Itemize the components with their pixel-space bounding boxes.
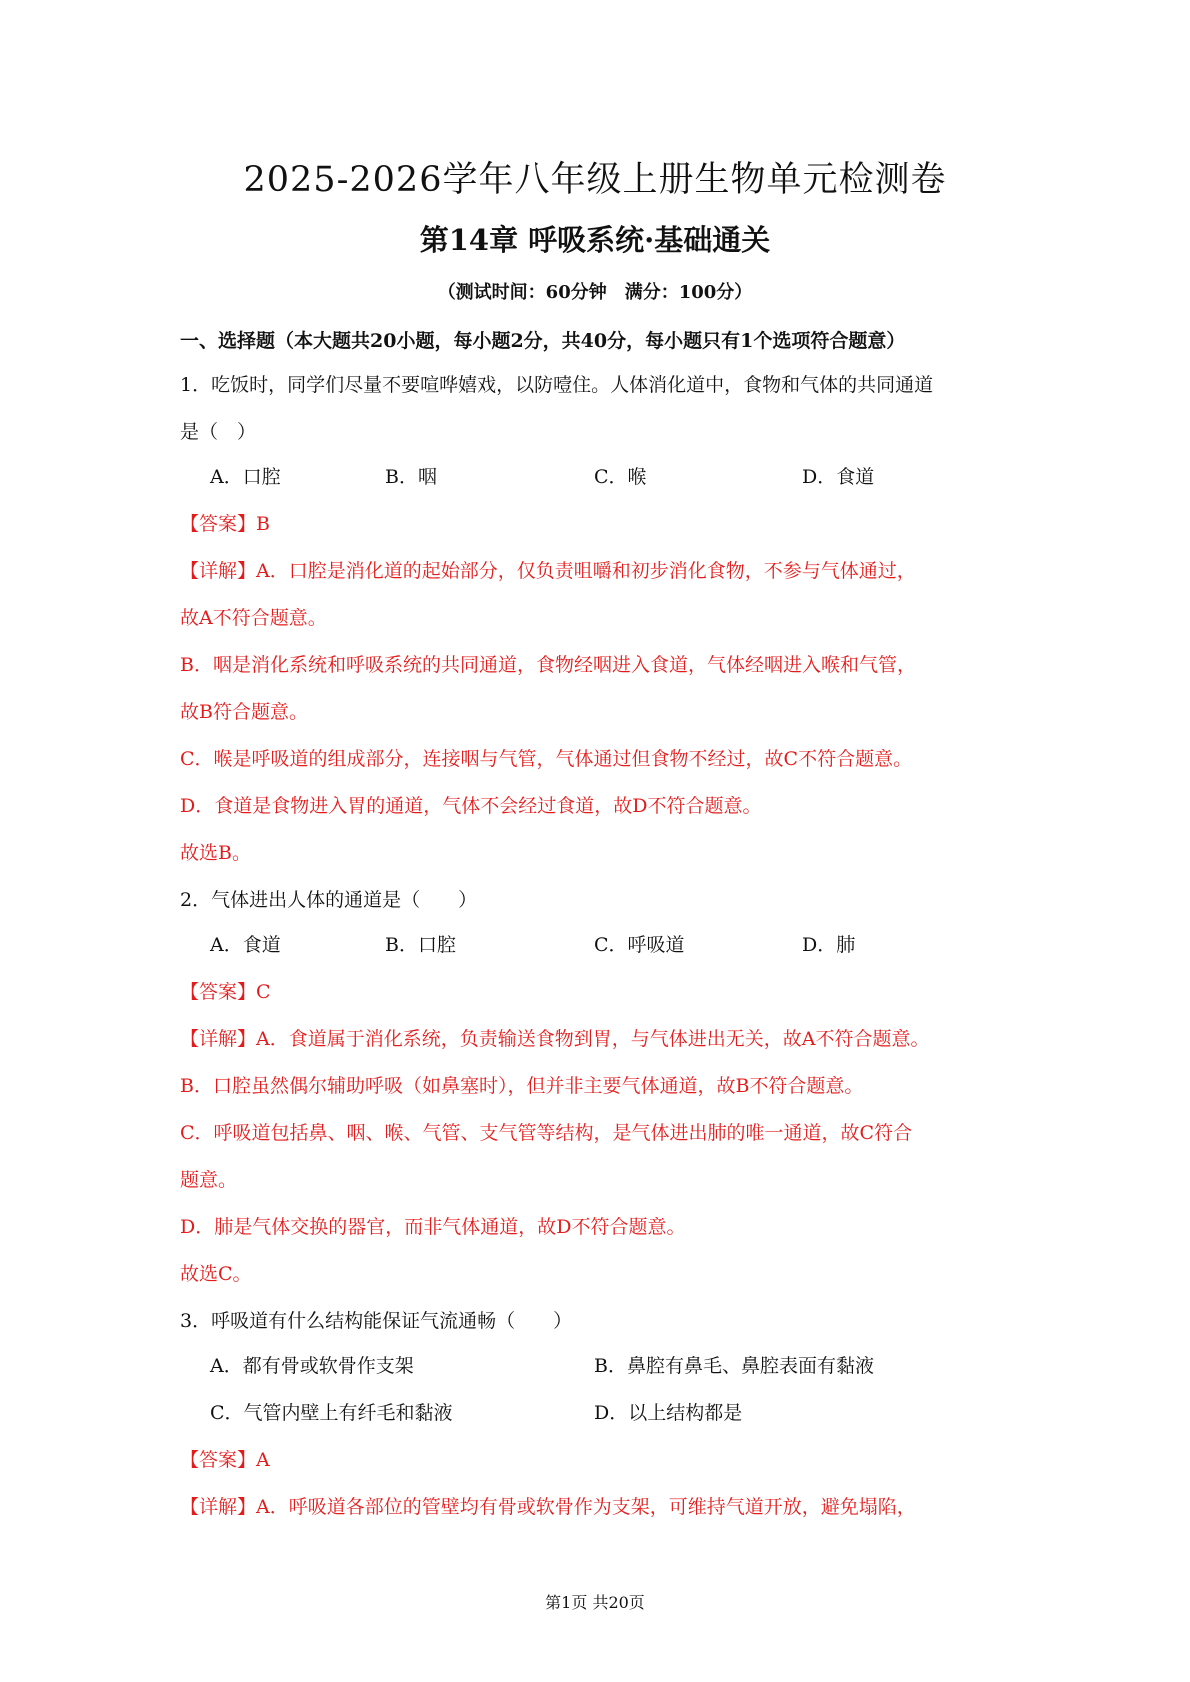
q2-detail-line: 故选C。: [180, 1263, 252, 1285]
q1-option-a: A．口腔: [210, 466, 281, 488]
q1-detail-line: D．食道是食物进入胃的通道，气体不会经过食道，故D不符合题意。: [180, 795, 762, 817]
q2-detail-line: B．口腔虽然偶尔辅助呼吸（如鼻塞时），但并非主要气体通道，故B不符合题意。: [180, 1075, 864, 1097]
q2-option-b: B．口腔: [385, 934, 456, 956]
q1-detail-line: 故B符合题意。: [180, 701, 308, 723]
q2-answer: 【答案】C: [180, 981, 271, 1003]
q1-detail-line: 【详解】A．口腔是消化道的起始部分，仅负责咀嚼和初步消化食物，不参与气体通过，: [180, 560, 916, 582]
q2-option-a: A．食道: [210, 934, 281, 956]
q3-detail-line: 【详解】A．呼吸道各部位的管壁均有骨或软骨作为支架，可维持气道开放，避免塌陷，: [180, 1496, 916, 1518]
q2-stem: 2．气体进出人体的通道是（ ）: [180, 889, 478, 911]
q1-detail-line: C．喉是呼吸道的组成部分，连接咽与气管，气体通过但食物不经过，故C不符合题意。: [180, 748, 913, 770]
q1-option-b: B．咽: [385, 466, 437, 488]
q3-option-a: A．都有骨或软骨作支架: [210, 1355, 414, 1377]
q1-detail-line: B．咽是消化系统和呼吸系统的共同通道，食物经咽进入食道，气体经咽进入喉和气管，: [180, 654, 916, 676]
q3-answer: 【答案】A: [180, 1449, 270, 1471]
q2-detail-line: 【详解】A．食道属于消化系统，负责输送食物到胃，与气体进出无关，故A不符合题意。: [180, 1028, 930, 1050]
q1-option-c: C．喉: [594, 466, 647, 488]
q1-answer: 【答案】B: [180, 513, 270, 535]
page-subtitle: 第14章 呼吸系统·基础通关: [419, 223, 771, 257]
section-heading: 一、选择题（本大题共20小题，每小题2分，共40分，每小题只有1个选项符合题意）: [180, 330, 906, 352]
q2-option-c: C．呼吸道: [594, 934, 685, 956]
exam-meta: （测试时间：60分钟 满分：100分）: [437, 282, 753, 303]
q2-detail-line: 题意。: [180, 1169, 238, 1191]
q1-stem-cont: 是（ ）: [180, 421, 257, 443]
q2-detail-line: C．呼吸道包括鼻、咽、喉、气管、支气管等结构，是气体进出肺的唯一通道，故C符合: [180, 1122, 913, 1144]
q1-detail-line: 故A不符合题意。: [180, 607, 327, 629]
q1-option-d: D．食道: [802, 466, 875, 488]
q2-option-d: D．肺: [802, 934, 856, 956]
q1-detail-line: 故选B。: [180, 842, 251, 864]
page-title: 2025-2026学年八年级上册生物单元检测卷: [243, 160, 947, 200]
page-footer: 第1页 共20页: [545, 1593, 645, 1612]
q3-stem: 3．呼吸道有什么结构能保证气流通畅（ ）: [180, 1310, 573, 1332]
q1-stem: 1．吃饭时，同学们尽量不要喧哗嬉戏，以防噎住。人体消化道中，食物和气体的共同通道: [180, 374, 934, 396]
q3-option-b: B．鼻腔有鼻毛、鼻腔表面有黏液: [594, 1355, 874, 1377]
q3-option-d: D．以上结构都是: [594, 1402, 743, 1424]
q3-option-c: C．气管内壁上有纤毛和黏液: [210, 1402, 453, 1424]
q2-detail-line: D．肺是气体交换的器官，而非气体通道，故D不符合题意。: [180, 1216, 686, 1238]
